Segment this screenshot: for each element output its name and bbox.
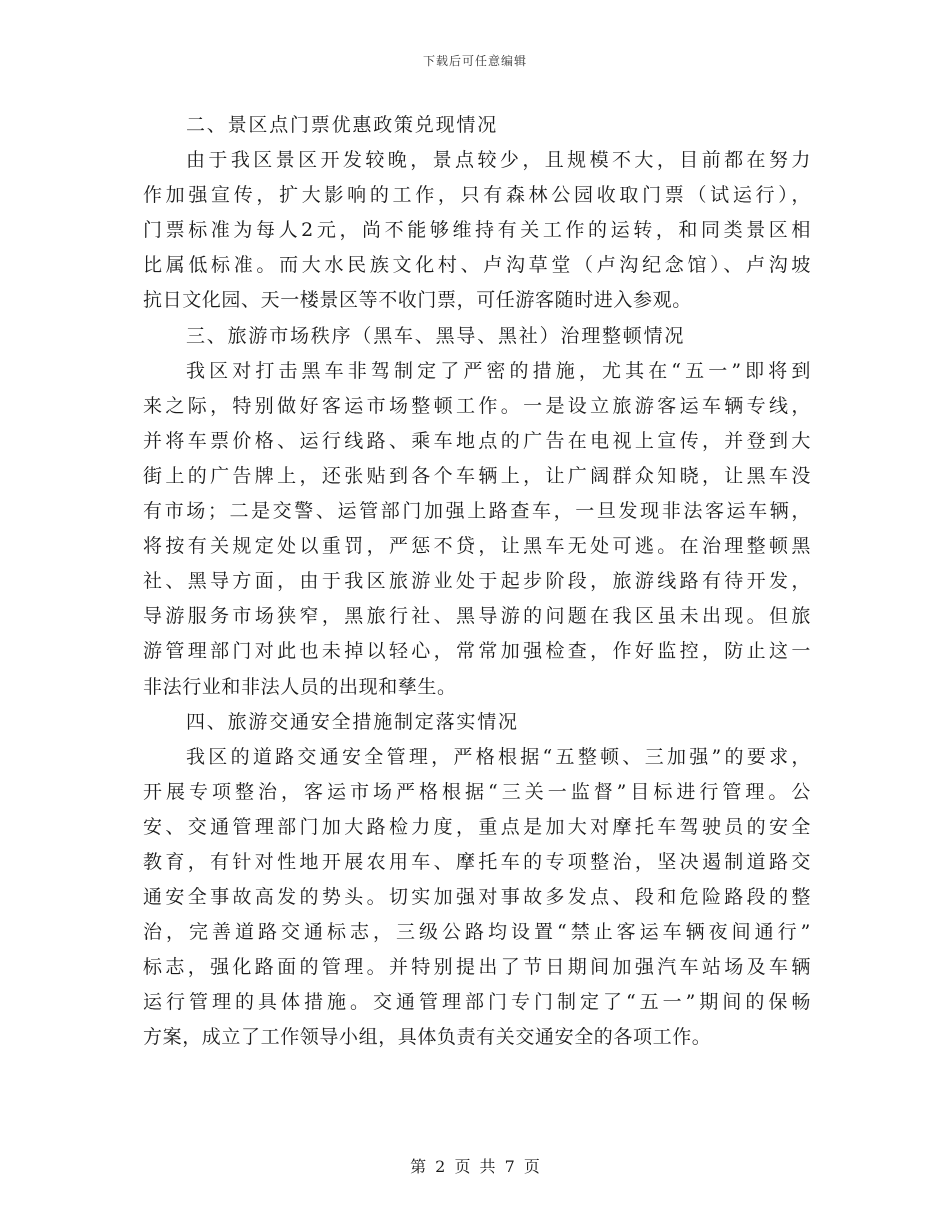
text-line: 门票标准为每人2元，尚不能够维持有关工作的运转，和同类景区相 — [143, 219, 811, 242]
text-line: 治，完善道路交通标志，三级公路均设置“禁止客运车辆夜间通行” — [143, 921, 811, 944]
section-heading: 三、旅游市场秩序（黑车、黑导、黑社）治理整顿情况 — [186, 324, 686, 347]
text-line: 教育，有针对性地开展农用车、摩托车的专项整治，坚决遏制道路交 — [143, 850, 811, 873]
section-heading: 二、景区点门票优惠政策兑现情况 — [186, 114, 499, 136]
document-body — [143, 108, 811, 1056]
page-header: 下载后可任意编辑 — [422, 54, 527, 68]
text-line: 游管理部门对此也未掉以轻心，常常加强检查，作好监控，防止这一 — [143, 640, 811, 663]
text-line: 运行管理的具体措施。交通管理部门专门制定了“五一”期间的保畅 — [143, 991, 811, 1014]
text-line: 并将车票价格、运行线路、乘车地点的广告在电视上宣传，并登到大 — [143, 429, 811, 452]
text-line: 通安全事故高发的势头。切实加强对事故多发点、段和危险路段的整 — [143, 886, 811, 909]
text-line: 安、交通管理部门加大路检力度，重点是加大对摩托车驾驶员的安全 — [143, 815, 811, 838]
text-line: 我区的道路交通安全管理，严格根据“五整顿、三加强”的要求， — [186, 745, 811, 768]
text-line: 由于我区景区开发较晚，景点较少，且规模不大，目前都在努力 — [186, 149, 811, 172]
text-line: 标志，强化路面的管理。并特别提出了节日期间加强汽车站场及车辆 — [143, 956, 811, 979]
text-line: 我区对打击黑车非驾制定了严密的措施，尤其在“五一”即将到 — [186, 359, 811, 382]
text-line: 作加强宣传，扩大影响的工作，只有森林公园收取门票（试运行）， — [143, 184, 811, 207]
text-line: 抗日文化园、天一楼景区等不收门票，可任游客随时进入参观。 — [143, 289, 692, 312]
text-line: 社、黑导方面，由于我区旅游业处于起步阶段，旅游线路有待开发， — [143, 570, 811, 593]
text-line: 非法行业和非法人员的出现和孳生。 — [143, 675, 457, 698]
page-footer: 第 2 页 共 7 页 — [410, 1157, 540, 1176]
section-heading: 四、旅游交通安全措施制定落实情况 — [186, 710, 519, 733]
text-line: 方案，成立了工作领导小组，具体负责有关交通安全的各项工作。 — [143, 1026, 712, 1049]
text-line: 有市场；二是交警、运管部门加强上路查车，一旦发现非法客运车辆， — [143, 500, 811, 523]
text-line: 导游服务市场狭窄，黑旅行社、黑导游的问题在我区虽未出现。但旅 — [143, 605, 811, 628]
text-line: 街上的广告牌上，还张贴到各个车辆上，让广阔群众知晓，让黑车没 — [143, 464, 811, 487]
text-line: 开展专项整治，客运市场严格根据“三关一监督”目标进行管理。公 — [143, 780, 811, 803]
text-line: 比属低标准。而大水民族文化村、卢沟草堂（卢沟纪念馆）、卢沟坡 — [143, 254, 811, 277]
text-line: 来之际，特别做好客运市场整顿工作。一是设立旅游客运车辆专线， — [143, 394, 811, 417]
text-line: 将按有关规定处以重罚，严惩不贷，让黑车无处可逃。在治理整顿黑 — [143, 535, 811, 558]
